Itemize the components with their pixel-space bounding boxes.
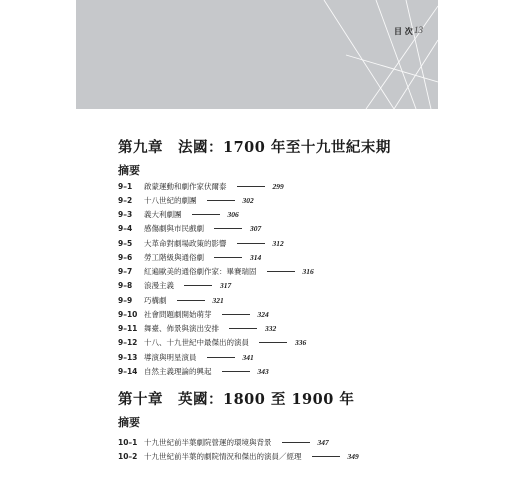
chapter-title: 第九章 法國：1700 年至十九世紀末期 [118,139,391,156]
toc-entry-number: 9–11 [118,324,138,333]
toc-leader-line [267,271,295,272]
toc-entry-title: 導演與明星演員 [144,352,197,362]
toc-entry-page: 332 [265,324,277,333]
toc-entry-number: 10–2 [118,452,138,461]
toc-leader-line [192,214,220,215]
toc-leader-line [237,243,265,244]
toc-leader-line [184,285,212,286]
toc-leader-line [214,257,242,258]
toc-entry-title: 啟蒙運動和劇作家伏爾泰 [144,181,227,191]
toc-entry [118,251,261,263]
toc-entry [118,294,224,306]
toc-entry [118,308,269,320]
toc-entry-page: 324 [257,309,269,319]
toc-entry-title: 紅遍歐美的通俗劇作家：畢賽瑞固 [144,267,257,276]
toc-entry-number: 9–10 [118,309,138,319]
toc-entry-page: 347 [317,437,329,447]
toc-entry-number: 9–9 [118,295,133,305]
chapter-title: 第十章 英國：1800 至 1900 年 [118,391,355,408]
toc-entry-number: 9–12 [118,338,138,348]
toc-entry-page: 336 [295,338,307,348]
toc-entry-number: 9–14 [118,366,138,376]
header-page-number: 13 [414,25,423,35]
toc-leader-line [222,314,250,315]
toc-entry [118,436,329,448]
toc-entry [118,194,254,206]
toc-entry-title: 勞工階級與通俗劇 [144,252,204,262]
header-title: 目 次 [394,27,413,36]
toc-entry [118,451,359,463]
toc-entry [118,351,254,363]
toc-leader-line [237,186,265,187]
toc-leader-line [214,228,242,229]
toc-leader-line [177,300,205,301]
toc-leader-line [207,357,235,358]
toc-entry-number: 10–1 [118,437,138,447]
toc-leader-line [282,442,310,443]
toc-entry-title: 十九世紀前半葉劇院營運的環境與背景 [144,437,272,447]
toc-entry-page: 314 [250,252,262,262]
toc-entry [118,209,239,221]
toc-entry-number: 9–3 [118,210,133,219]
toc-entry [118,266,314,278]
toc-entry-title: 十九世紀前半葉的劇院情況和傑出的演員／經理 [144,452,302,461]
toc-entry [118,223,261,235]
toc-entry-title: 社會問題劇開始萌芽 [144,309,212,319]
toc-entry-number: 9–2 [118,195,133,205]
toc-entry [118,237,284,249]
toc-entry [118,280,231,292]
toc-entry-title: 十八世紀的劇團 [144,195,197,205]
toc-entry-page: 316 [302,267,314,276]
toc-entry [118,180,284,192]
toc-leader-line [312,456,340,457]
toc-entry-number: 9–6 [118,252,133,262]
toc-entry-page: 321 [212,295,224,305]
header-band [76,0,438,109]
toc-entry [118,337,306,349]
toc-entry-number: 9–7 [118,267,133,276]
toc-entry-title: 浪漫主義 [144,281,174,291]
toc-entry-title: 十八、十九世紀中最傑出的演員 [144,338,249,348]
toc-entry-title: 自然主義理論的興起 [144,366,212,376]
toc-entry-page: 307 [250,224,262,234]
toc-entry [118,323,276,335]
toc-leader-line [229,328,257,329]
header-line-pattern [76,0,438,109]
toc-entry-title: 舞臺、佈景與演出安排 [144,324,219,333]
toc-entry-page: 302 [242,195,254,205]
toc-leader-line [207,200,235,201]
toc-entry-number: 9–4 [118,224,133,234]
toc-entry-page: 312 [272,238,284,248]
toc-entry-page: 349 [347,452,359,461]
toc-entry [118,365,269,377]
toc-entry-page: 317 [220,281,232,291]
toc-entry-number: 9–13 [118,352,138,362]
chapter-summary: 摘要 [118,164,140,177]
toc-entry-page: 299 [272,181,284,191]
toc-entry-title: 大革命對劇場政策的影響 [144,238,227,248]
chapter-summary: 摘要 [118,416,140,429]
toc-entry-title: 義大利劇團 [144,210,182,219]
toc-entry-page: 306 [227,210,239,219]
toc-entry-page: 341 [242,352,254,362]
toc-leader-line [222,371,250,372]
toc-entry-title: 巧構劇 [144,295,167,305]
toc-entry-number: 9–1 [118,181,133,191]
toc-entry-page: 343 [257,366,269,376]
toc-entry-title: 感傷劇與市民戲劇 [144,224,204,234]
toc-entry-number: 9–8 [118,281,133,291]
toc-entry-number: 9–5 [118,238,133,248]
toc-leader-line [259,342,287,343]
